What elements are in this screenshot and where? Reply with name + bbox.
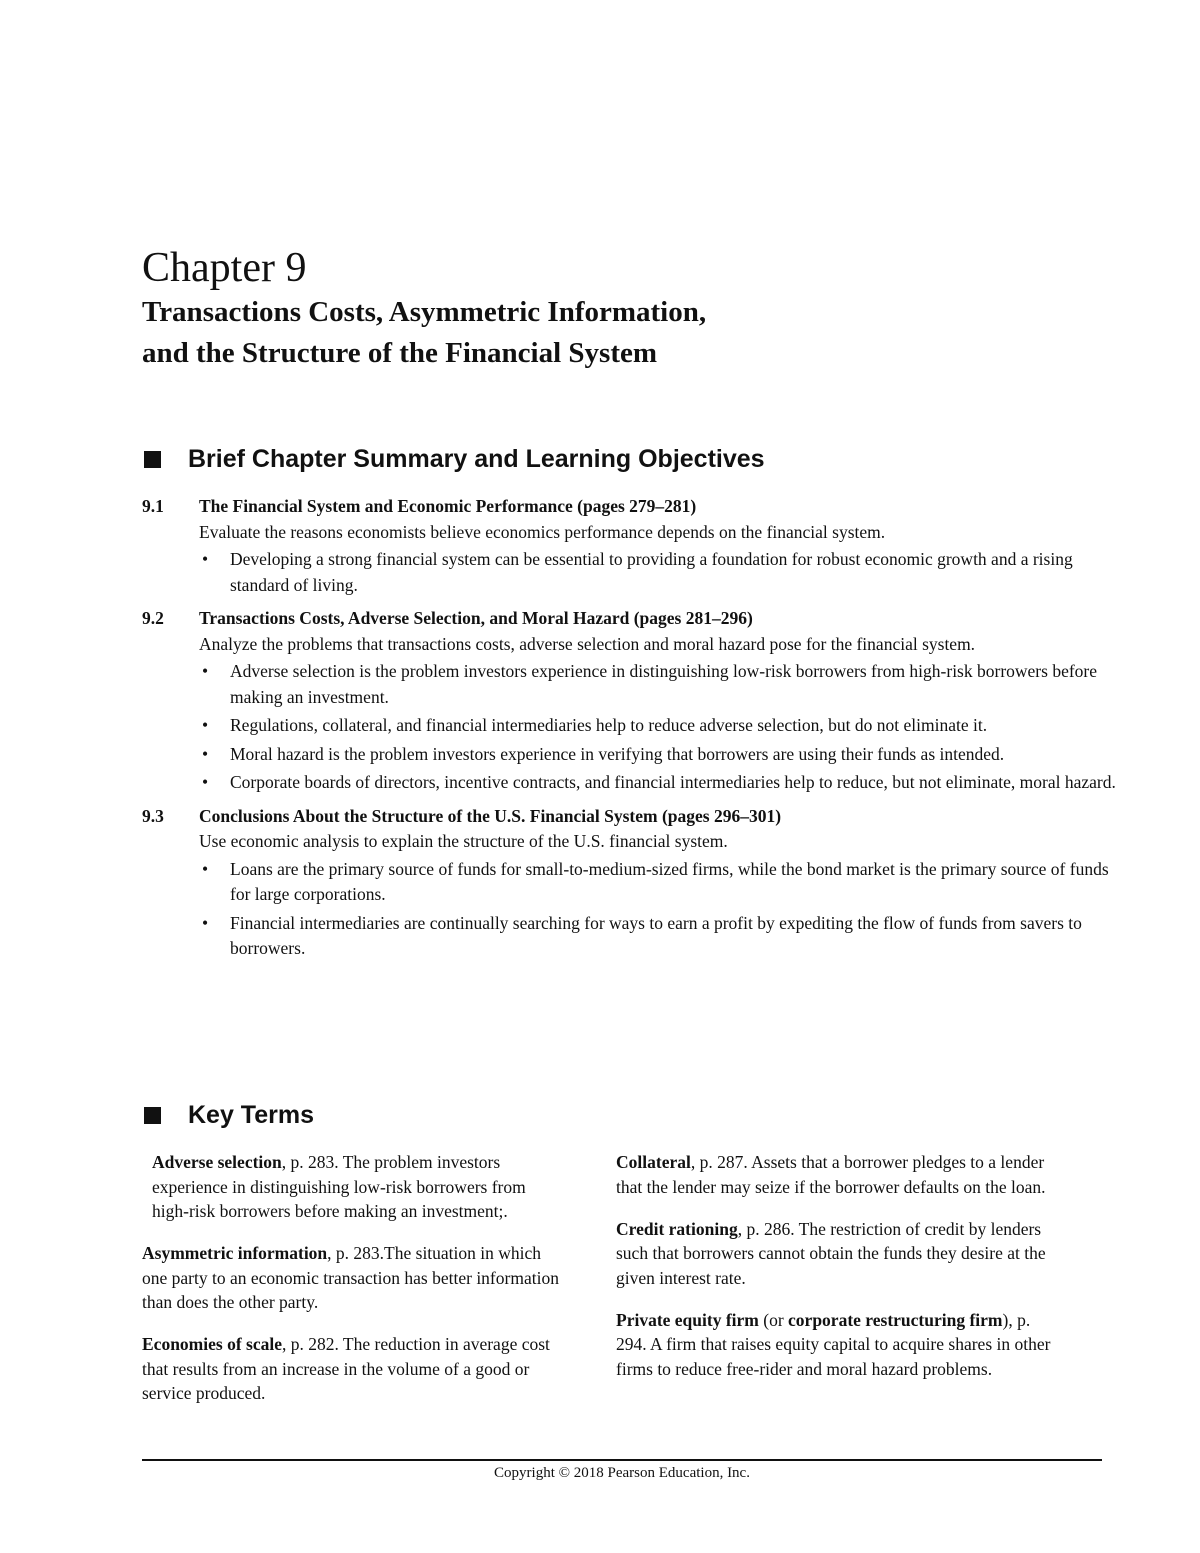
square-bullet-icon (144, 1107, 161, 1124)
key-term-name: Adverse selection (152, 1152, 282, 1172)
objective-bullets (199, 547, 1122, 598)
key-term-definition: ), p. 294. A firm that raises equity capital to acquire shares in other firms to reduce free-rider and moral hazard problems. (616, 1309, 1051, 1379)
chapter-subtitle (142, 292, 706, 374)
section-heading-key-terms (142, 1099, 314, 1131)
key-term-definition: , p. 287. Assets that a borrower pledges to a lender that the lender may seize if the borrower defaults on the loan. (616, 1152, 1046, 1197)
objective-number: 9.1 (142, 496, 164, 516)
key-term (142, 1241, 562, 1315)
chapter-subtitle-line2: and the Structure of the Financial System (142, 337, 658, 369)
objective-title: Transactions Costs, Adverse Selection, and Moral Hazard (pages 281–296) (199, 608, 753, 628)
key-terms-left-column (142, 1150, 562, 1414)
footer-copyright: Copyright © 2018 Pearson Education, Inc. (494, 1465, 750, 1481)
bullet-text: Financial intermediaries are continually searching for ways to earn a profit by expediting the flow of funds from savers to borrowers. (230, 912, 1082, 958)
section-heading-summary (142, 443, 765, 475)
objective-description: Evaluate the reasons economists believe economics performance depends on the financial system. (199, 521, 886, 542)
bullet-dot-icon: • (202, 743, 209, 764)
bullet-text: Loans are the primary source of funds for small-to-medium-sized firms, while the bond market is the primary source of funds for large corporations. (230, 858, 1109, 904)
section-heading-key-terms-text: Key Terms (188, 1101, 314, 1129)
key-term-connector: (or (758, 1309, 789, 1330)
list-item (199, 742, 1122, 768)
objective-number: 9.3 (142, 805, 164, 826)
objective-description: Analyze the problems that transactions costs, adverse selection and moral hazard pose for the financial system. (199, 633, 976, 654)
list-item (199, 857, 1122, 908)
objective-bullets (199, 857, 1122, 962)
key-term-name: Asymmetric information (142, 1243, 328, 1263)
bullet-dot-icon: • (202, 858, 209, 879)
list-item (199, 713, 1122, 739)
chapter-subtitle-line1: Transactions Costs, Asymmetric Information, (142, 296, 707, 328)
objective-number: 9.2 (142, 608, 164, 628)
objective-9-2 (142, 606, 1122, 796)
objective-9-3 (142, 804, 1122, 962)
key-term (616, 1308, 1056, 1382)
list-item (199, 911, 1122, 962)
key-term (616, 1150, 1056, 1199)
section-heading-summary-text: Brief Chapter Summary and Learning Objectives (188, 445, 765, 473)
bullet-dot-icon: • (202, 772, 209, 792)
key-term-definition: , p. 283.The situation in which one party to an economic transaction has better information than does the other party. (142, 1243, 559, 1312)
objective-bullets (199, 659, 1122, 796)
key-term-definition: , p. 286. The restriction of credit by lenders such that borrowers cannot obtain the funds they desire at the given interest rate. (616, 1218, 1046, 1288)
bullet-dot-icon: • (202, 715, 209, 735)
objective-9-1 (142, 494, 1122, 598)
bullet-text: Moral hazard is the problem investors experience in verifying that borrowers are using their funds as intended. (230, 743, 1005, 764)
key-terms-right-column (616, 1150, 1056, 1389)
bullet-text: Corporate boards of directors, incentive contracts, and financial intermediaries help to reduce, but not eliminate, moral hazard. (230, 772, 1116, 792)
key-term (142, 1150, 562, 1224)
footer-divider (142, 1459, 1102, 1461)
objective-title: The Financial System and Economic Performance (pages 279–281) (199, 496, 697, 516)
square-bullet-icon (144, 451, 161, 468)
bullet-text: Developing a strong financial system can be essential to providing a foundation for robust economic growth and a rising standard of living. (230, 549, 1073, 595)
bullet-text: Adverse selection is the problem investors experience in distinguishing low-risk borrowers from high-risk borrowers before making an investment. (230, 661, 1098, 707)
list-item (199, 547, 1122, 598)
key-term (616, 1217, 1056, 1291)
key-term-name: Economies of scale (142, 1334, 282, 1354)
bullet-dot-icon: • (202, 549, 209, 569)
key-term-alt-name: corporate restructuring firm (788, 1309, 1003, 1330)
bullet-dot-icon: • (202, 912, 209, 933)
objective-description: Use economic analysis to explain the structure of the U.S. financial system. (199, 831, 728, 851)
key-term-definition: , p. 282. The reduction in average cost that results from an increase in the volume of a good or service produced. (142, 1334, 550, 1403)
key-term (142, 1332, 562, 1406)
learning-objectives (142, 494, 1122, 970)
list-item (199, 770, 1122, 796)
key-term-definition: , p. 283. The problem investors experience in distinguishing low-risk borrowers from high-risk borrowers before making an investment;. (152, 1152, 526, 1221)
bullet-text: Regulations, collateral, and financial intermediaries help to reduce adverse selection, but do not eliminate it. (230, 715, 988, 735)
bullet-dot-icon: • (202, 661, 209, 681)
chapter-title: Chapter 9 (142, 245, 307, 291)
key-term-name: Private equity firm (616, 1309, 759, 1330)
key-term-name: Collateral (616, 1152, 691, 1172)
objective-title: Conclusions About the Structure of the U.S. Financial System (pages 296–301) (199, 805, 782, 826)
key-term-name: Credit rationing (616, 1218, 738, 1239)
list-item (199, 659, 1122, 710)
